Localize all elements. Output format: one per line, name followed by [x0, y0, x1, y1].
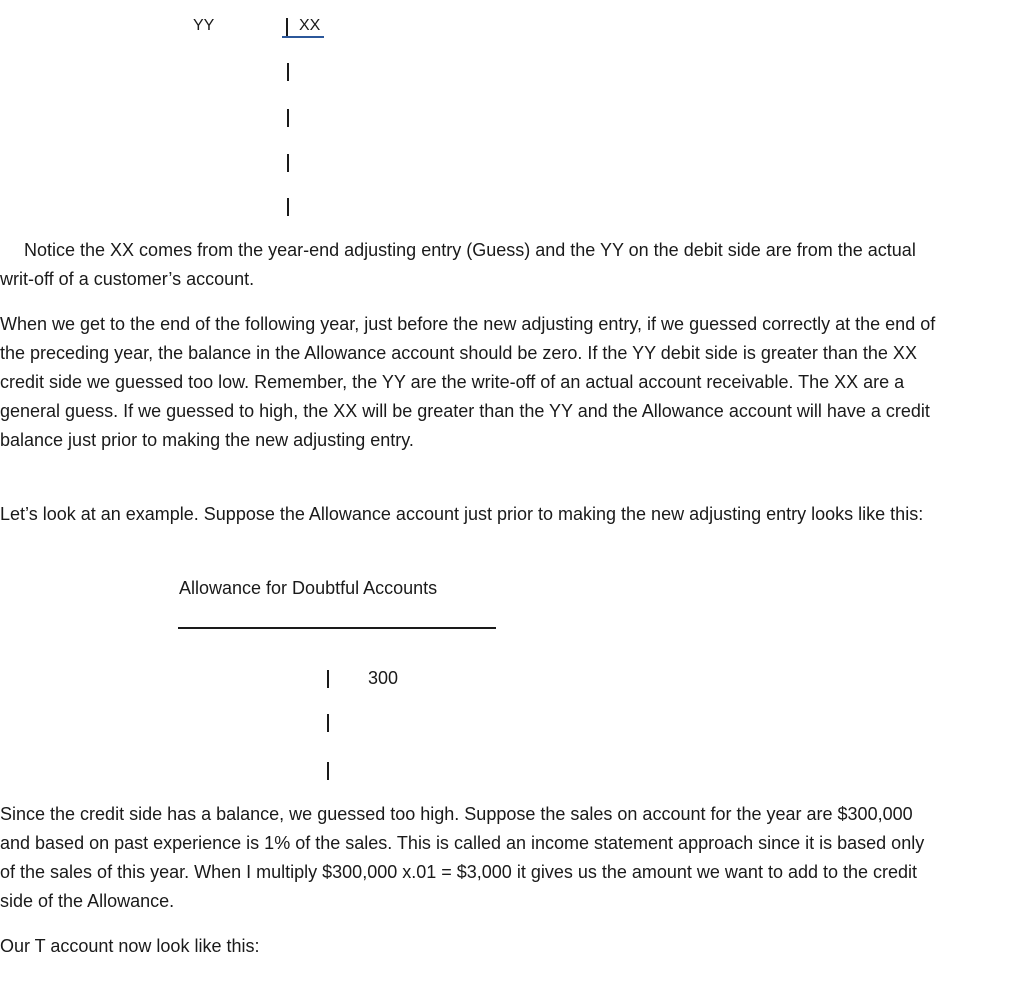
paragraph-4: Since the credit side has a balance, we guessed too high. Suppose the sales on account for the year are $300,000 and based on past experience is 1% of the sales. This is called an income statement approach since it is based only of the sales of this year. When I multiply $300,000 x.01 = $3,000 it gives us the amount we want to add to the credit side of the Allowance. — [0, 804, 925, 911]
t-account-1-divider — [287, 154, 289, 172]
t-account-2-divider — [327, 762, 329, 780]
t-account-2-credit-value: 300 — [368, 668, 399, 688]
t-account-1-debit-label: YY — [193, 17, 215, 34]
t-account-2-divider — [327, 714, 329, 732]
paragraph-3: Let’s look at an example. Suppose the Allowance account just prior to making the new adjusting entry looks like this: — [0, 504, 924, 524]
paragraph-5: Our T account now look like this: — [0, 936, 260, 956]
t-account-1-divider — [287, 198, 289, 216]
t-account-1-divider — [287, 109, 289, 127]
paragraph-1: Notice the XX comes from the year-end adjusting entry (Guess) and the YY on the debit side are from the actual writ-off of a customer’s account. — [0, 240, 916, 289]
t-account-1-underline — [282, 36, 324, 38]
paragraph-2: When we get to the end of the following year, just before the new adjusting entry, if we guessed correctly at the end of the preceding year, the balance in the Allowance account should be zero. If the YY debit side is greater than the XX credit side we guessed too low. Remember, the YY are the write-off of an actual account receivable. The XX are a general guess. If we guessed to high, the XX will be greater than the YY and the Allowance account will have a credit balance just prior to making the new adjusting entry. — [0, 314, 936, 450]
t-account-2-horizontal-rule — [178, 627, 496, 629]
t-account-2-divider — [327, 670, 329, 688]
t-account-1-divider — [287, 63, 289, 81]
t-account-1-divider-top — [286, 18, 288, 36]
t-account-2-title: Allowance for Doubtful Accounts — [179, 578, 438, 598]
t-account-1-credit-label: XX — [299, 17, 321, 34]
